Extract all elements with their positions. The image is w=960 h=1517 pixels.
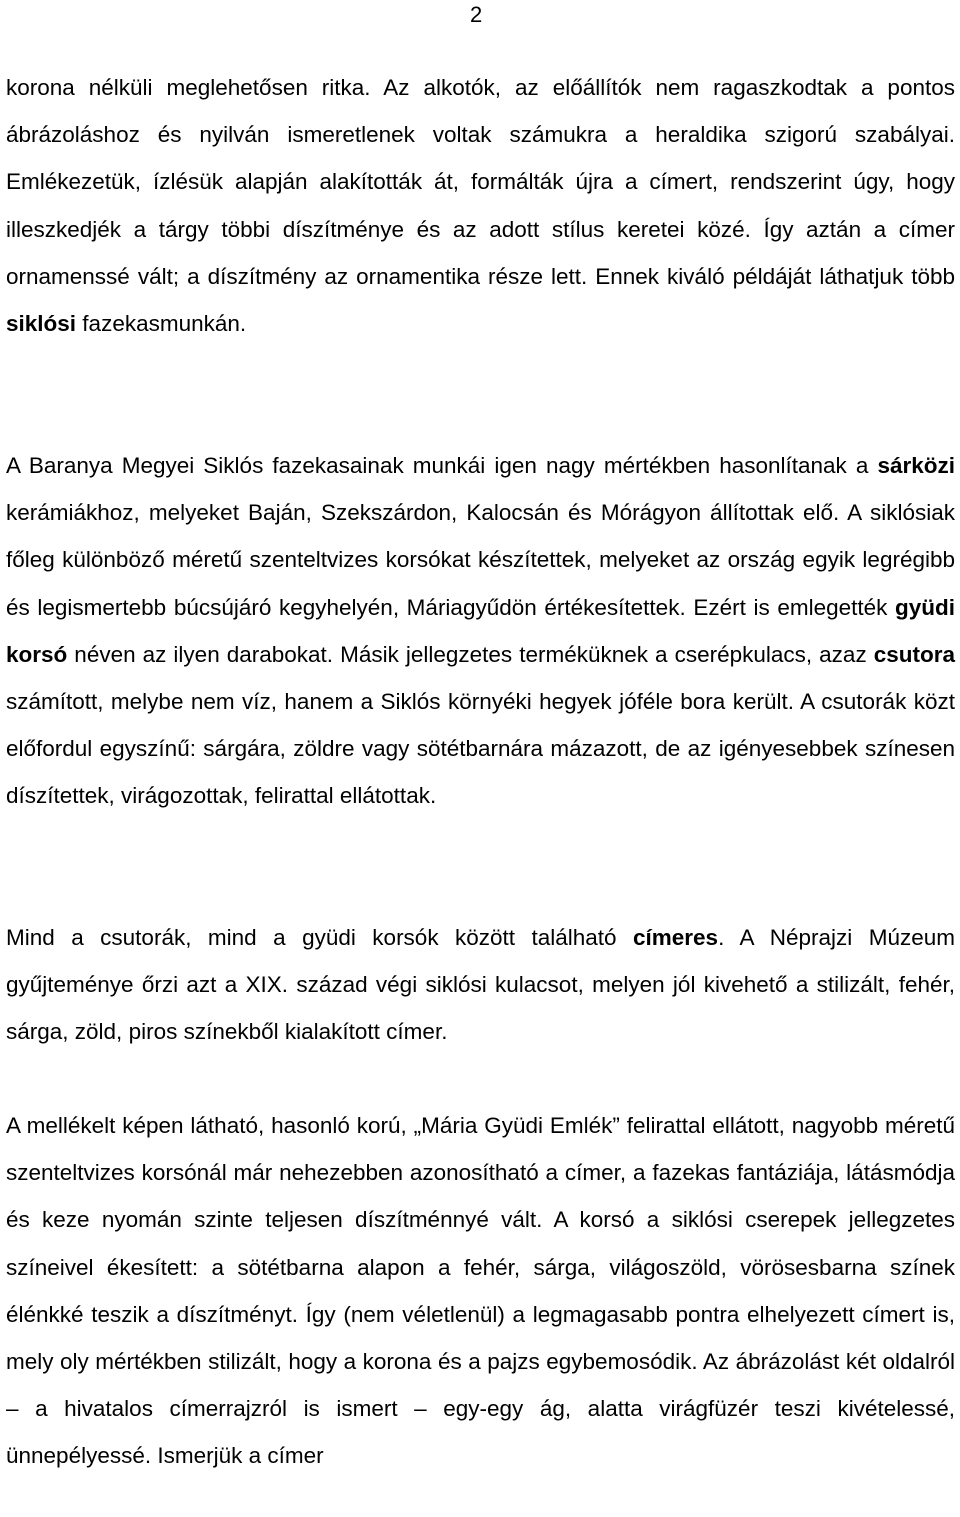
paragraph-4 xyxy=(6,1102,955,1480)
text-run: kerámiákhoz, melyeket Baján, Szekszárdon, Kalocsán és Mórágyon állítottak elő. A siklósiak főleg különböző méretű szenteltvizes korsókat készítettek, melyeket az ország egyik legrégibb és legismertebb búcsújáró kegyhelyén, Máriagyűdön értékesítettek. Ezért is emlegették xyxy=(6,500,955,620)
text-run: korona nélküli meglehetősen ritka. Az alkotók, az előállítók nem ragaszkodtak a pontos ábrázoláshoz és nyilván ismeretlenek voltak számukra a heraldika szigorú szabályai. Emlékezetük, ízlésük alapján alakították át, formálták újra a címert, rendszerint úgy, hogy illeszkedjék a tárgy többi díszítménye és az adott stílus keretei közé. Így aztán a címer ornamenssé vált; a díszítmény az ornamentika része lett. Ennek kiváló példáját láthatjuk több xyxy=(6,75,955,289)
text-run: . A Néprajzi Múzeum gyűjteménye őrzi azt a XIX. század végi siklósi kulacsot, melyen jól kivehető a stilizált, fehér, sárga, zöld, piros színekből kialakított címer. xyxy=(6,925,955,1045)
text-run: A Baranya Megyei Siklós fazekasainak munkái igen nagy mértékben hasonlítanak a xyxy=(6,453,878,478)
text-run: fazekasmunkán. xyxy=(76,311,247,337)
paragraph-3 xyxy=(6,914,955,1056)
text-run: A mellékelt képen látható, hasonló korú, „Mária Gyüdi Emlék” felirattal ellátott, nagyobb méretű szenteltvizes korsónál már nehezebben azonosítható a címer, a fazekas fantáziája, látásmódja és keze nyomán szinte teljesen díszítménnyé vált. A korsó a siklósi cserepek jellegzetes színeivel ékesített: a sötétbarna alapon a fehér, sárga, világoszöld, vörösesbarna színek élénkké teszik a díszítményt. Így (nem véletlenül) a legmagasabb pontra elhelyezett címert is, mely oly mértékben stilizált, hogy a korona és a pajzs egybemosódik. Az ábrázolást két oldalról – a hivatalos címerrajzról is ismert – egy-egy ág, alatta virágfüzér teszi kivételessé, ünnepélyessé. Ismerjük a címer xyxy=(6,1113,955,1469)
bold-term-cimeres: címeres xyxy=(633,925,719,950)
paragraph-2 xyxy=(6,442,955,820)
text-run: néven az ilyen darabokat. Másik jellegzetes terméküknek a cserépkulacs, azaz xyxy=(67,641,874,667)
text-run: számított, melybe nem víz, hanem a Siklós környéki hegyek jóféle bora került. A csutorák közt előfordul egyszínű: sárgára, zöldre vagy sötétbarnára mázazott, de az igényesebbek színesen díszítettek, virágozottak, felirattal ellátottak. xyxy=(6,689,955,809)
bold-term-csutora: csutora xyxy=(873,641,955,667)
bold-term-siklosi: siklósi xyxy=(6,311,77,337)
bold-term-sarkozi: sárközi xyxy=(877,453,955,478)
bold-term-gyudi-korso: gyüdi korsó xyxy=(6,594,955,667)
page-number: 2 xyxy=(470,2,483,27)
text-run: Mind a csutorák, mind a gyüdi korsók között található xyxy=(6,925,633,950)
paragraph-1 xyxy=(6,64,955,347)
